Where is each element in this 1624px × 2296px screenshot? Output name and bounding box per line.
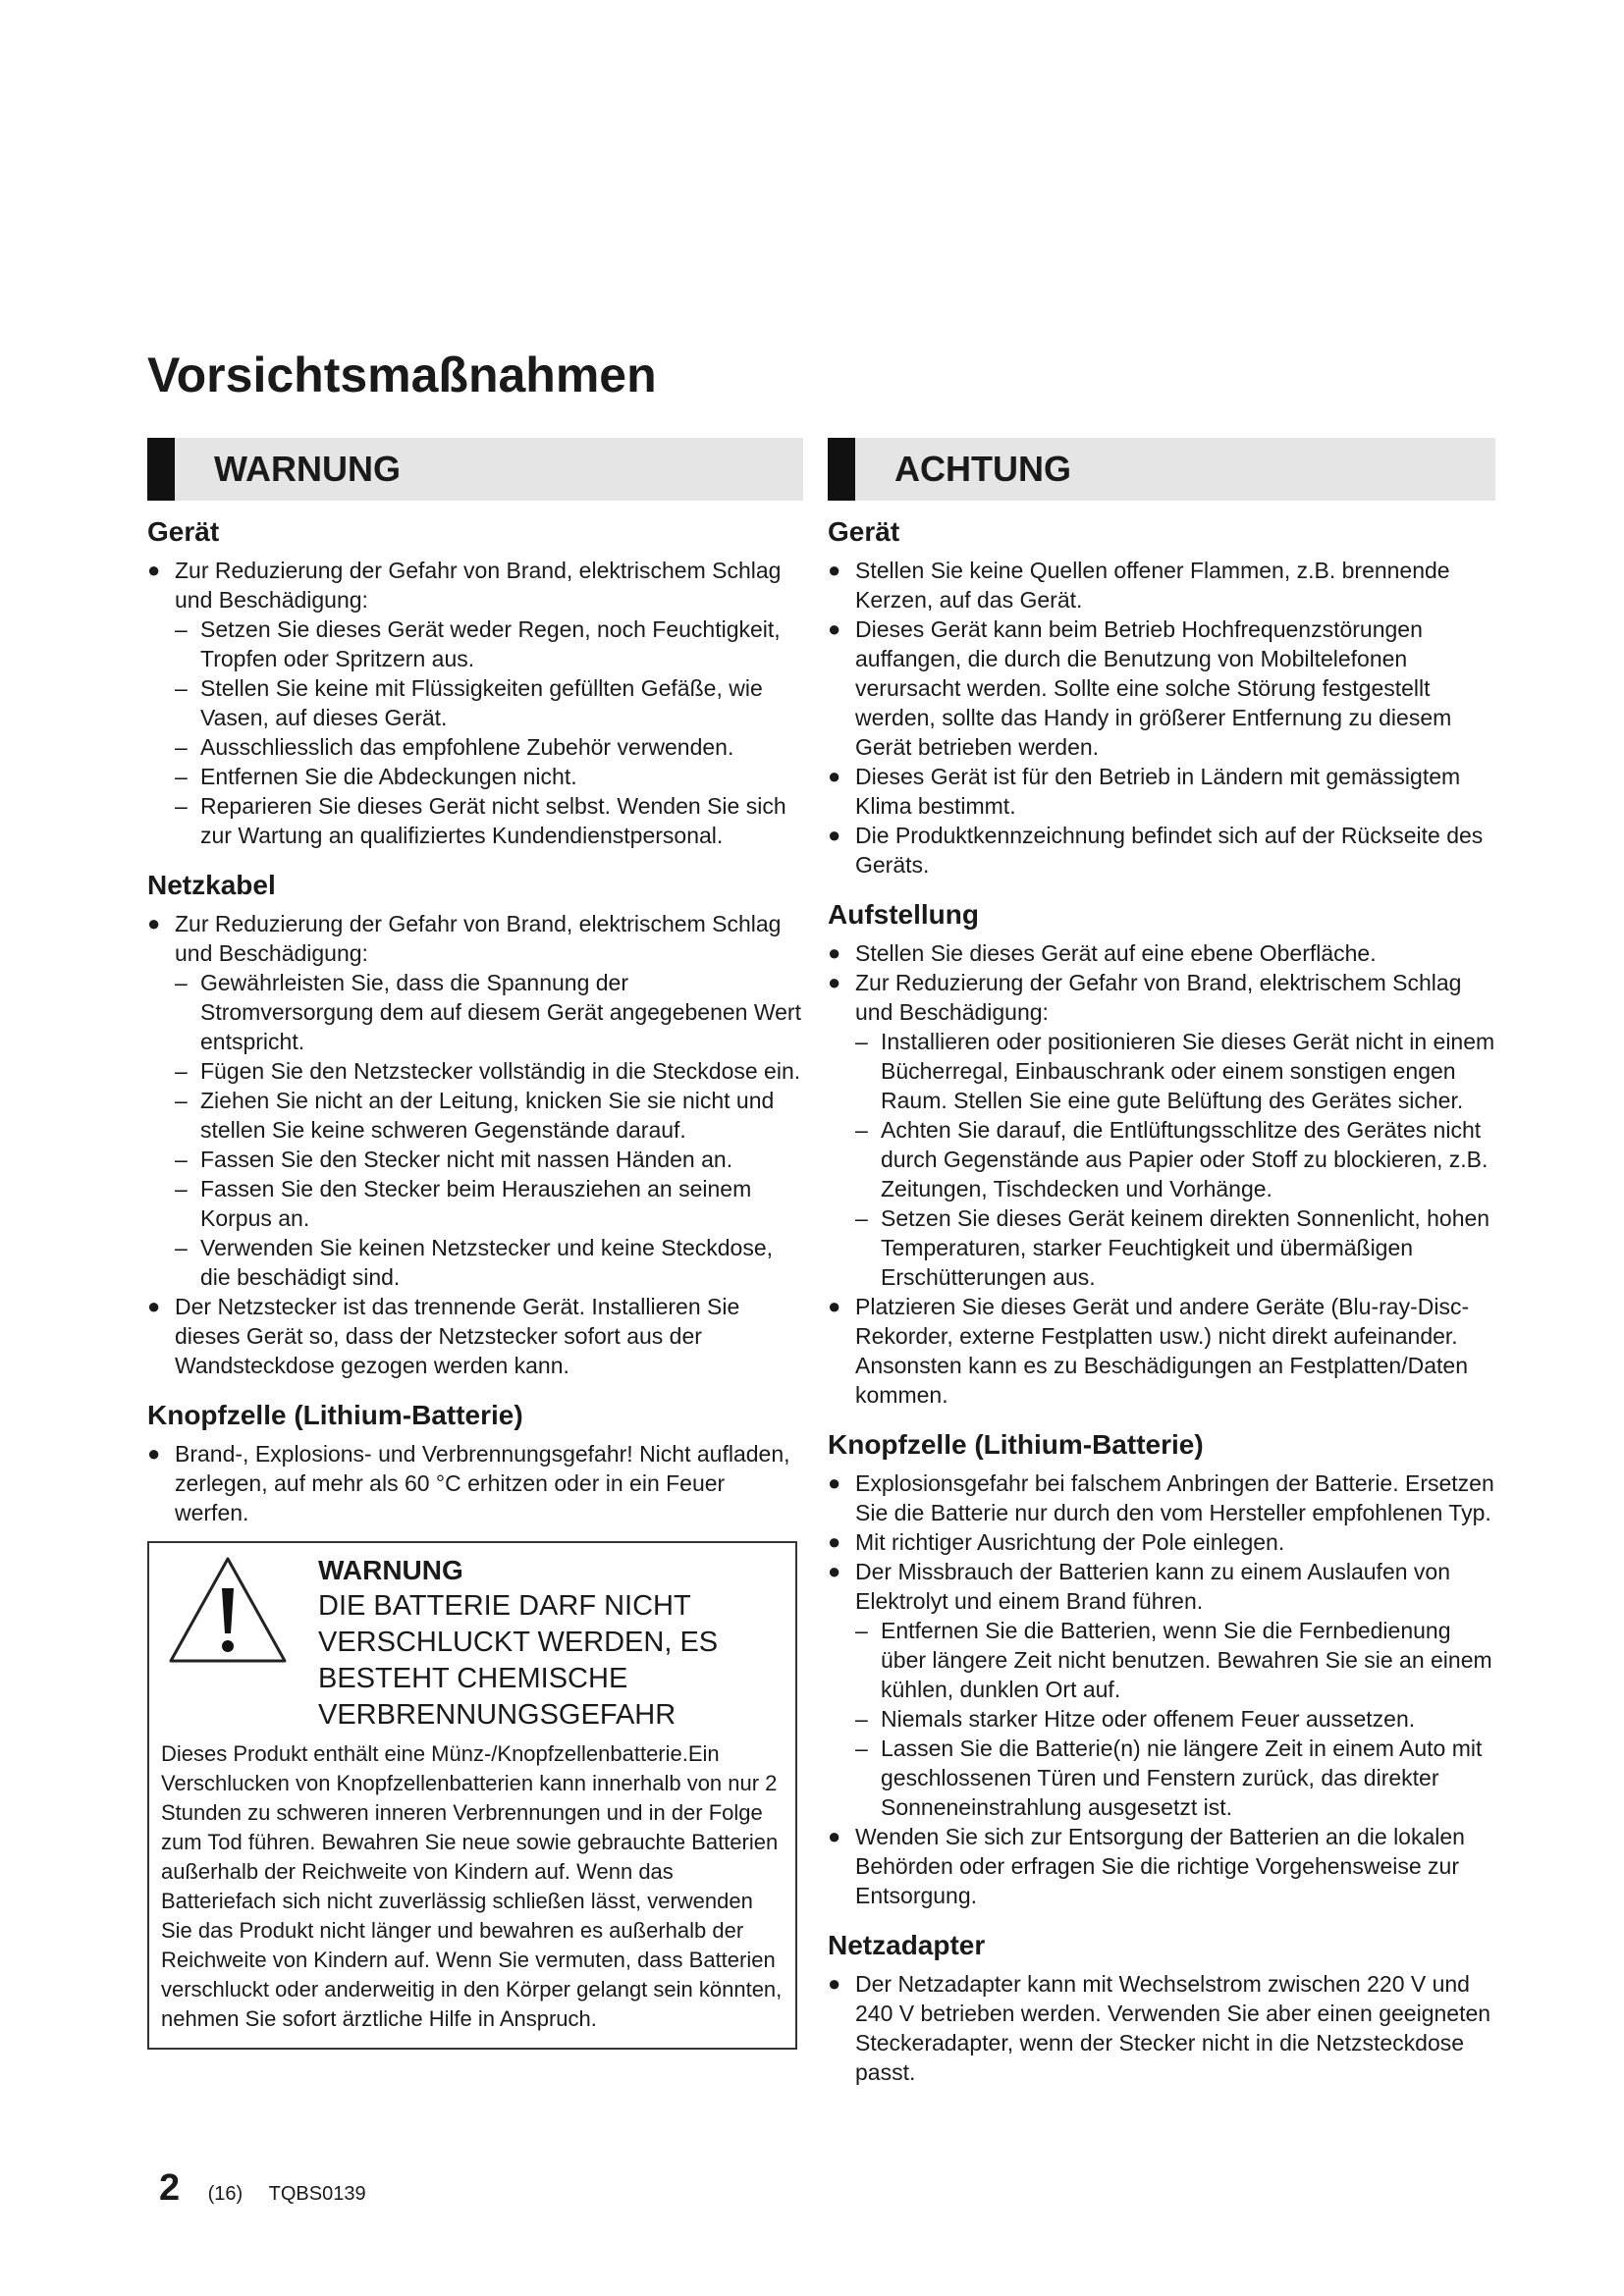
bullet-marker: ● bbox=[828, 940, 841, 965]
bullet-item bbox=[828, 1822, 1495, 1910]
bullet-text: Wenden Sie sich zur Entsorgung der Batterien an die lokalen Behörden oder erfragen Sie die richtige Vorgehensweise zur Entsorgung. bbox=[855, 1824, 1465, 1908]
warnbox-body: Dieses Produkt enthält eine Münz-/Knopfzellenbatterie.Ein Verschlucken von Knopfzellenbatterien kann innerhalb von nur 2 Stunden zu schweren inneren Verbrennungen und in der Folge zum Tod führen. Bewahren Sie neue sowie gebrauchte Batterien außerhalb der Reichweite von Kindern auf. Wenn das Batteriefach sich nicht zuverlässig schließen lässt, verwenden Sie das Produkt nicht länger und bewahren es außerhalb der Reichweite von Kindern auf. Wenn Sie vermuten, dass Batterien verschluckt oder anderweitig in den Körper gelangt sein könnten, nehmen Sie sofort ärztliche Hilfe in Anspruch. bbox=[161, 1741, 783, 2031]
bullet-item bbox=[828, 1969, 1495, 2087]
sub-item-text: Niemals starker Hitze oder offenem Feuer aussetzen. bbox=[881, 1706, 1416, 1732]
bullet-item bbox=[828, 968, 1495, 1027]
sub-item-text: Installieren oder positionieren Sie dieses Gerät nicht in einem Bücherregal, Einbauschrank oder einem sonstigen engen Raum. Stellen Sie eine gute Belüftung des Gerätes sicher. bbox=[881, 1029, 1495, 1113]
bullet-marker: ● bbox=[828, 1529, 841, 1554]
sub-item bbox=[147, 1174, 803, 1233]
bullet-marker: ● bbox=[147, 1441, 161, 1466]
sub-item-text: Stellen Sie keine mit Flüssigkeiten gefüllten Gefäße, wie Vasen, auf dieses Gerät. bbox=[200, 675, 763, 730]
sub-item bbox=[147, 1233, 803, 1292]
dash-marker: – bbox=[855, 1117, 868, 1143]
caution-banner bbox=[828, 438, 1495, 501]
sub-item-text: Entfernen Sie die Abdeckungen nicht. bbox=[200, 764, 577, 789]
bullet-text: Zur Reduzierung der Gefahr von Brand, elektrischem Schlag und Beschädigung: bbox=[855, 970, 1462, 1025]
bullet-text: Der Missbrauch der Batterien kann zu einem Auslaufen von Elektrolyt und einem Brand führen. bbox=[855, 1559, 1450, 1614]
warnbox-heading bbox=[318, 1553, 784, 1734]
dash-marker: – bbox=[175, 1235, 188, 1260]
bullet-text: Explosionsgefahr bei falschem Anbringen der Batterie. Ersetzen Sie die Batterie nur durch den vom Hersteller empfohlenen Typ. bbox=[855, 1470, 1494, 1525]
page-title: Vorsichtsmaßnahmen bbox=[147, 347, 657, 402]
bullet-marker: ● bbox=[828, 1559, 841, 1583]
sub-item-text: Reparieren Sie dieses Gerät nicht selbst. Wenden Sie sich zur Wartung an qualifiziertes Kundendienstpersonal. bbox=[200, 793, 786, 848]
sub-item-text: Fügen Sie den Netzstecker vollständig in die Steckdose ein. bbox=[200, 1058, 801, 1084]
banner-marker bbox=[828, 438, 855, 501]
bullet-text: Der Netzstecker ist das trennende Gerät. Installieren Sie dieses Gerät so, dass der Netzstecker sofort aus der Wandsteckdose gezogen werden kann. bbox=[175, 1294, 740, 1378]
section-heading: Gerät bbox=[147, 516, 220, 547]
dash-marker: – bbox=[175, 764, 188, 789]
bullet-marker: ● bbox=[828, 764, 841, 788]
section bbox=[147, 868, 803, 1380]
bullet-item bbox=[828, 556, 1495, 614]
bullet-marker: ● bbox=[147, 558, 161, 582]
bullet-item bbox=[828, 1557, 1495, 1616]
sub-item bbox=[828, 1616, 1495, 1704]
sub-item bbox=[147, 762, 803, 791]
bullet-text: Der Netzadapter kann mit Wechselstrom zwischen 220 V und 240 V betrieben werden. Verwenden Sie aber einen geeigneten Steckeradapter, wenn der Stecker nicht in die Netzsteckdose passt. bbox=[855, 1971, 1491, 2085]
section-heading: Netzadapter bbox=[828, 1930, 986, 1960]
bullet-item bbox=[828, 1292, 1495, 1410]
bullet-item bbox=[828, 1468, 1495, 1527]
sub-item bbox=[828, 1734, 1495, 1822]
bullet-marker: ● bbox=[828, 558, 841, 582]
caution-banner-title: ACHTUNG bbox=[894, 449, 1071, 489]
page-footer bbox=[159, 2167, 366, 2210]
section-heading: Netzkabel bbox=[147, 870, 276, 900]
dash-marker: – bbox=[855, 1029, 868, 1054]
bullet-marker: ● bbox=[828, 616, 841, 641]
bullet-marker: ● bbox=[828, 1971, 841, 1996]
caution-sections bbox=[828, 514, 1495, 2087]
sub-item bbox=[828, 1027, 1495, 1115]
sub-item bbox=[828, 1203, 1495, 1292]
sub-item-text: Setzen Sie dieses Gerät keinem direkten Sonnenlicht, hohen Temperaturen, starker Feuchtigkeit und übermäßigen Erschütterungen aus. bbox=[881, 1205, 1490, 1290]
dash-marker: – bbox=[175, 970, 188, 995]
dash-marker: – bbox=[855, 1735, 868, 1761]
dash-marker: – bbox=[175, 1147, 188, 1172]
bullet-marker: ● bbox=[828, 1470, 841, 1495]
dash-marker: – bbox=[175, 1176, 188, 1201]
document-code: TQBS0139 bbox=[268, 2183, 366, 2205]
bullet-item bbox=[828, 762, 1495, 821]
bullet-text: Stellen Sie dieses Gerät auf eine ebene Oberfläche. bbox=[855, 940, 1377, 966]
page-number: 2 bbox=[159, 2167, 181, 2209]
caution-column bbox=[828, 438, 1495, 2087]
section bbox=[147, 514, 803, 850]
section bbox=[828, 514, 1495, 880]
sub-item bbox=[147, 1056, 803, 1086]
section bbox=[828, 1427, 1495, 1910]
sub-item-text: Lassen Sie die Batterie(n) nie längere Zeit in einem Auto mit geschlossenen Türen und Fenstern zurück, das direkter Sonneneinstrahlung ausgesetzt ist. bbox=[881, 1735, 1483, 1820]
section-heading: Aufstellung bbox=[828, 899, 979, 930]
bullet-item bbox=[147, 556, 803, 614]
section-heading: Knopfzelle (Lithium-Batterie) bbox=[828, 1429, 1204, 1460]
bullet-text: Die Produktkennzeichnung befindet sich auf der Rückseite des Geräts. bbox=[855, 823, 1484, 878]
sub-item bbox=[147, 791, 803, 850]
dash-marker: – bbox=[855, 1706, 868, 1732]
bullet-item bbox=[828, 821, 1495, 880]
bullet-text: Stellen Sie keine Quellen offener Flammen, z.B. brennende Kerzen, auf das Gerät. bbox=[855, 558, 1450, 613]
bullet-text: Platzieren Sie dieses Gerät und andere Geräte (Blu-ray-Disc-Rekorder, externe Festplatten usw.) nicht direkt aufeinander. Ansonsten kann es zu Beschädigungen an Festplatten/Daten kommen. bbox=[855, 1294, 1470, 1408]
sub-item-text: Ziehen Sie nicht an der Leitung, knicken Sie sie nicht und stellen Sie keine schweren Gegenstände darauf. bbox=[200, 1088, 775, 1143]
section bbox=[828, 897, 1495, 1410]
bullet-text: Zur Reduzierung der Gefahr von Brand, elektrischem Schlag und Beschädigung: bbox=[175, 558, 782, 613]
sub-item-text: Verwenden Sie keinen Netzstecker und keine Steckdose, die beschädigt sind. bbox=[200, 1235, 774, 1290]
sub-item-text: Ausschliesslich das empfohlene Zubehör verwenden. bbox=[200, 734, 734, 760]
bullet-item bbox=[828, 1527, 1495, 1557]
sub-item-text: Gewährleisten Sie, dass die Spannung der Stromversorgung dem auf diesem Gerät angegebenen Wert entspricht. bbox=[200, 970, 801, 1054]
sub-item bbox=[147, 1145, 803, 1174]
bullet-text: Zur Reduzierung der Gefahr von Brand, elektrischem Schlag und Beschädigung: bbox=[175, 911, 782, 966]
sub-item bbox=[147, 614, 803, 673]
bullet-text: Dieses Gerät kann beim Betrieb Hochfrequenzstörungen auffangen, die durch die Benutzung von Mobiltelefonen verursacht werden. Sollte eine solche Störung festgestellt werden, sollte das Handy in größerer Entfernung zu diesem Gerät betrieben werden. bbox=[855, 616, 1452, 760]
sub-item bbox=[147, 1086, 803, 1145]
warning-triangle-icon bbox=[167, 1555, 289, 1665]
warning-banner-title: WARNUNG bbox=[214, 449, 401, 489]
warning-column bbox=[147, 438, 803, 2050]
dash-marker: – bbox=[855, 1205, 868, 1231]
section-heading: Gerät bbox=[828, 516, 900, 547]
sub-item-text: Entfernen Sie die Batterien, wenn Sie die Fernbedienung über längere Zeit nicht benutzen. Bewahren Sie sie an einem kühlen, dunklen Ort auf. bbox=[881, 1618, 1492, 1702]
dash-marker: – bbox=[175, 793, 188, 819]
section bbox=[828, 1928, 1495, 2087]
sub-item-text: Fassen Sie den Stecker beim Herausziehen an seinem Korpus an. bbox=[200, 1176, 752, 1231]
sub-item-text: Achten Sie darauf, die Entlüftungsschlitze des Gerätes nicht durch Gegenstände aus Papier oder Stoff zu blockieren, z.B. Zeitungen, Tischdecken und Vorhänge. bbox=[881, 1117, 1489, 1201]
battery-warning-box bbox=[147, 1541, 797, 2050]
bullet-marker: ● bbox=[147, 911, 161, 935]
warning-banner bbox=[147, 438, 803, 501]
bullet-item bbox=[828, 938, 1495, 968]
section-heading: Knopfzelle (Lithium-Batterie) bbox=[147, 1400, 523, 1430]
bullet-text: Dieses Gerät ist für den Betrieb in Ländern mit gemässigtem Klima bestimmt. bbox=[855, 764, 1461, 819]
sub-item-text: Fassen Sie den Stecker nicht mit nassen Händen an. bbox=[200, 1147, 733, 1172]
sub-item bbox=[828, 1115, 1495, 1203]
bullet-marker: ● bbox=[828, 970, 841, 994]
bullet-marker: ● bbox=[828, 823, 841, 847]
bullet-marker: ● bbox=[828, 1294, 841, 1318]
dash-marker: – bbox=[175, 1058, 188, 1084]
warning-sections bbox=[147, 514, 803, 1527]
warnbox-text: DIE BATTERIE DARF NICHT VERSCHLUCKT WERDEN, ES BESTEHT CHEMISCHE VERBRENNUNGSGEFAHR bbox=[318, 1590, 719, 1731]
sub-item bbox=[147, 673, 803, 732]
sub-item-text: Setzen Sie dieses Gerät weder Regen, noch Feuchtigkeit, Tropfen oder Spritzern aus. bbox=[200, 616, 781, 671]
dash-marker: – bbox=[175, 675, 188, 701]
warnbox-title: WARNUNG bbox=[318, 1555, 463, 1585]
sub-item bbox=[147, 732, 803, 762]
bullet-item bbox=[147, 909, 803, 968]
dash-marker: – bbox=[855, 1618, 868, 1643]
sub-item bbox=[828, 1704, 1495, 1734]
dash-marker: – bbox=[175, 734, 188, 760]
sub-item bbox=[147, 968, 803, 1056]
section bbox=[147, 1398, 803, 1527]
bullet-item bbox=[828, 614, 1495, 762]
bullet-item bbox=[147, 1292, 803, 1380]
bullet-marker: ● bbox=[147, 1294, 161, 1318]
page-reference: (16) bbox=[207, 2183, 244, 2205]
banner-marker bbox=[147, 438, 175, 501]
dash-marker: – bbox=[175, 616, 188, 642]
dash-marker: – bbox=[175, 1088, 188, 1113]
bullet-text: Mit richtiger Ausrichtung der Pole einlegen. bbox=[855, 1529, 1285, 1555]
bullet-text: Brand-, Explosions- und Verbrennungsgefahr! Nicht aufladen, zerlegen, auf mehr als 60 °C erhitzen oder in ein Feuer werfen. bbox=[175, 1441, 790, 1525]
bullet-marker: ● bbox=[828, 1824, 841, 1848]
bullet-item bbox=[147, 1439, 803, 1527]
